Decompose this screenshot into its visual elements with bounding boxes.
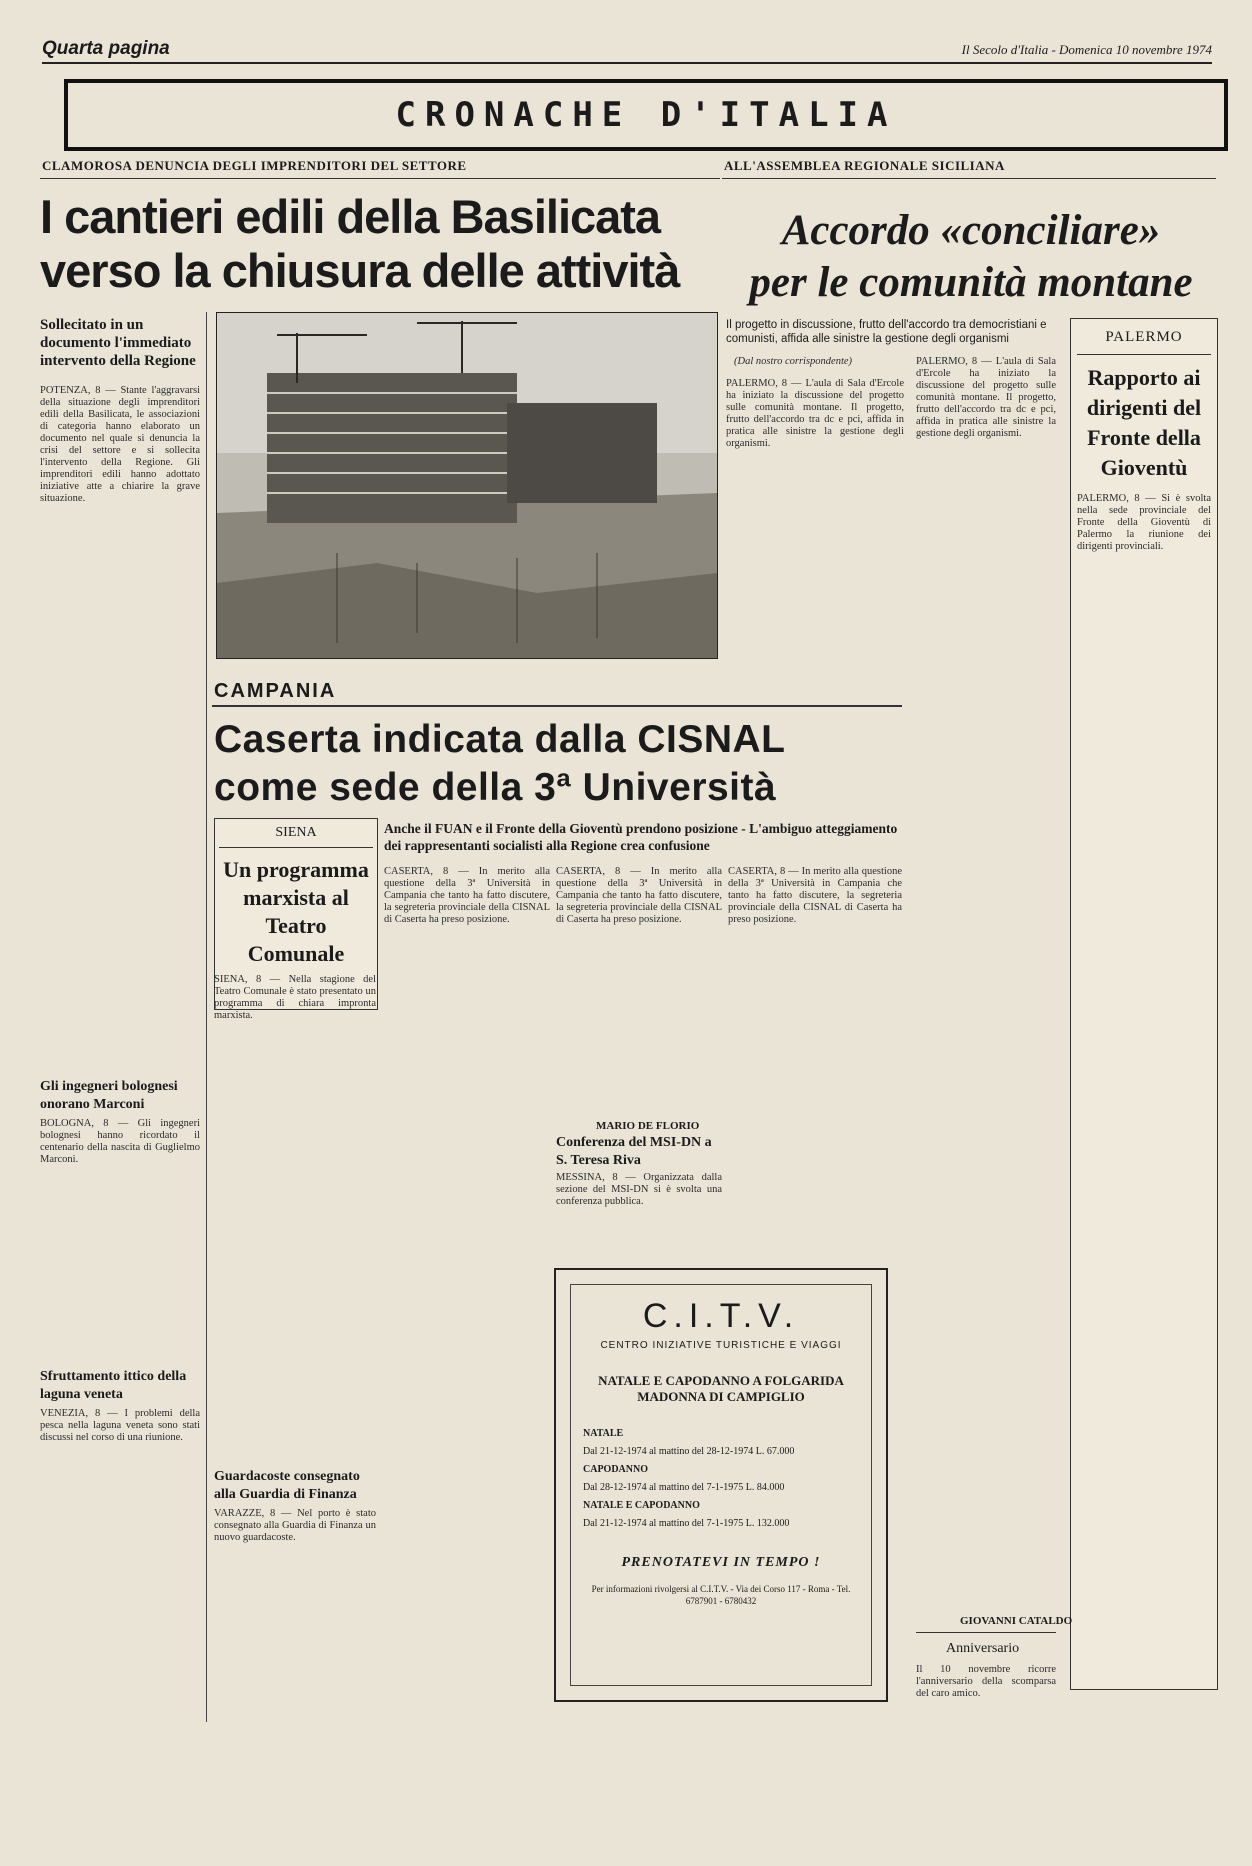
main-body-col1: POTENZA, 8 — Stante l'aggravarsi della situazione degli imprenditori edili della Basilicata, le associazioni di categoria hanno elaborato un documento nel quale si denuncia la crisi del settore e si sollecita l'intervento della Regione. Gli imprenditori edili hanno adottato iniziative atte a chiarire la grave situazione.	[40, 385, 200, 504]
main-deck: Sollecitato in un documento l'immediato intervento della Regione	[40, 317, 196, 369]
siena-body: SIENA, 8 — Nella stagione del Teatro Comunale è stato presentato un programma di chiara impronta marxista.	[214, 974, 376, 1021]
construction-photo	[216, 312, 718, 659]
main-kicker-rule	[40, 178, 720, 179]
anniversario-body: Il 10 novembre ricorre l'anniversario della scomparsa del caro amico.	[916, 1664, 1056, 1699]
citv-advertisement	[554, 1268, 888, 1702]
side-box	[1070, 318, 1218, 1690]
citv-line: CAPODANNO	[583, 1464, 648, 1475]
siena-headline: Un programma marxista al Teatro Comunale	[223, 857, 369, 966]
campania-body-col2: CASERTA, 8 — In merito alla questione della 3ª Università in Campania che tanto ha fatto discutere, la segreteria provinciale della CISNAL di Caserta ha preso posizione.	[556, 866, 722, 925]
campania-section: CAMPANIA	[214, 680, 337, 702]
citv-price-list	[583, 1425, 859, 1533]
second-deck: Il progetto in discussione, frutto dell'accordo tra democristiani e comunisti, affida alle sinistre la gestione degli organismi	[726, 319, 1047, 345]
column-rule	[206, 312, 207, 1722]
main-headline-line2: verso la chiusura delle attività	[40, 244, 680, 297]
campania-rule	[212, 705, 902, 707]
paper-date: Il Secolo d'Italia - Domenica 10 novembre 1974	[961, 42, 1212, 57]
anniversario-headline: Anniversario	[946, 1641, 1020, 1656]
anniversario-signature: GIOVANNI CATALDO	[960, 1615, 1073, 1627]
campania-subhead: Anche il FUAN e il Fronte della Gioventù prendono posizione - L'ambiguo atteggiamento dei rappresentanti socialisti alla Regione crea confusione	[384, 821, 898, 853]
citv-title: C.I.T.V.	[642, 1297, 800, 1335]
msi-body: MESSINA, 8 — Organizzata dalla sezione del MSI-DN si è svolta una conferenza pubblica.	[556, 1172, 722, 1207]
msi-headline: Conferenza del MSI-DN a S. Teresa Riva	[556, 1135, 712, 1168]
second-kicker: ALL'ASSEMBLEA REGIONALE SICILIANA	[724, 158, 1005, 173]
second-body-col2: PALERMO, 8 — L'aula di Sala d'Ercole ha iniziato la discussione del progetto sulle comunità montane. Il progetto, frutto dell'accordo tra dc e pci, affida in pratica alle sinistre la gestione degli organismi.	[916, 356, 1056, 439]
guardacoste-headline: Guardacoste consegnato alla Guardia di Finanza	[214, 1469, 360, 1502]
campania-headline-line2: come sede della 3ª Università	[214, 766, 777, 809]
section-label: Quarta pagina	[42, 38, 170, 59]
bologna-body: BOLOGNA, 8 — Gli ingegneri bolognesi hanno ricordato il centenario della nascita di Guglielmo Marconi.	[40, 1118, 200, 1165]
campania-headline-line1: Caserta indicata dalla CISNAL	[214, 718, 786, 761]
citv-footer: Per informazioni rivolgersi al C.I.T.V. - Via dei Corso 117 - Roma - Tel. 6787901 - 6780432	[591, 1584, 851, 1606]
campania-signature: MARIO DE FLORIO	[596, 1120, 700, 1132]
campania-body-col3: CASERTA, 8 — In merito alla questione della 3ª Università in Campania che tanto ha fatto discutere, la segreteria provinciale della CISNAL di Caserta ha preso posizione.	[728, 866, 902, 925]
venezia-body: VENEZIA, 8 — I problemi della pesca nella laguna veneta sono stati discussi nel corso di una riunione.	[40, 1408, 200, 1443]
venezia-headline: Sfruttamento ittico della laguna veneta	[40, 1369, 187, 1402]
side-box-label: PALERMO	[1105, 329, 1183, 345]
second-kicker-rule	[722, 178, 1216, 179]
citv-cta: PRENOTATEVI IN TEMPO !	[621, 1555, 821, 1570]
second-byline: (Dal nostro corrispondente)	[734, 356, 853, 367]
second-headline	[726, 205, 1216, 309]
siena-label: SIENA	[275, 825, 317, 840]
campania-body-col1: CASERTA, 8 — In merito alla questione della 3ª Università in Campania che tanto ha fatto discutere, la segreteria provinciale della CISNAL di Caserta ha preso posizione.	[384, 866, 550, 925]
citv-subtitle: CENTRO INIZIATIVE TURISTICHE E VIAGGI	[600, 1340, 842, 1351]
side-box-headline: Rapporto ai dirigenti del Fronte della Gioventù	[1086, 365, 1202, 480]
guardacoste-body: VARAZZE, 8 — Nel porto è stato consegnato alla Guardia di Finanza un nuovo guardacoste.	[214, 1508, 376, 1543]
masthead-title: CRONACHE D'ITALIA	[395, 95, 897, 135]
main-kicker: CLAMOROSA DENUNCIA DEGLI IMPRENDITORI DEL SETTORE	[42, 158, 467, 173]
citv-headline: NATALE E CAPODANNO A FOLGARIDA MADONNA DI CAMPIGLIO	[598, 1373, 844, 1404]
running-header	[42, 38, 1212, 64]
second-headline-line1: Accordo «conciliare»	[781, 207, 1161, 254]
citv-line: NATALE E CAPODANNO	[583, 1500, 700, 1511]
second-body-col1: PALERMO, 8 — L'aula di Sala d'Ercole ha iniziato la discussione del progetto sulle comunità montane. Il progetto, frutto dell'accordo tra dc e pci, affida in pratica alle sinistre la gestione degli organismi.	[726, 378, 904, 449]
anniversario-rule	[916, 1632, 1056, 1633]
second-headline-line2: per le comunità montane	[749, 259, 1193, 306]
campania-headline	[214, 716, 864, 812]
citv-inner-frame	[570, 1284, 872, 1686]
side-box-rule	[1077, 354, 1211, 355]
main-headline	[40, 190, 720, 298]
side-box-body: PALERMO, 8 — Si è svolta nella sede provinciale del Fronte della Gioventù di Palermo la riunione dei dirigenti provinciali.	[1077, 493, 1211, 552]
citv-line: Dal 21-12-1974 al mattino del 7-1-1975 L. 132.000	[583, 1518, 790, 1529]
citv-line: Dal 21-12-1974 al mattino del 28-12-1974 L. 67.000	[583, 1446, 795, 1457]
main-headline-line1: I cantieri edili della Basilicata	[40, 190, 661, 243]
citv-line: NATALE	[583, 1428, 624, 1439]
siena-rule	[219, 847, 373, 848]
citv-line: Dal 28-12-1974 al mattino del 7-1-1975 L. 84.000	[583, 1482, 785, 1493]
bologna-headline: Gli ingegneri bolognesi onorano Marconi	[40, 1079, 178, 1112]
masthead-box	[64, 79, 1228, 151]
